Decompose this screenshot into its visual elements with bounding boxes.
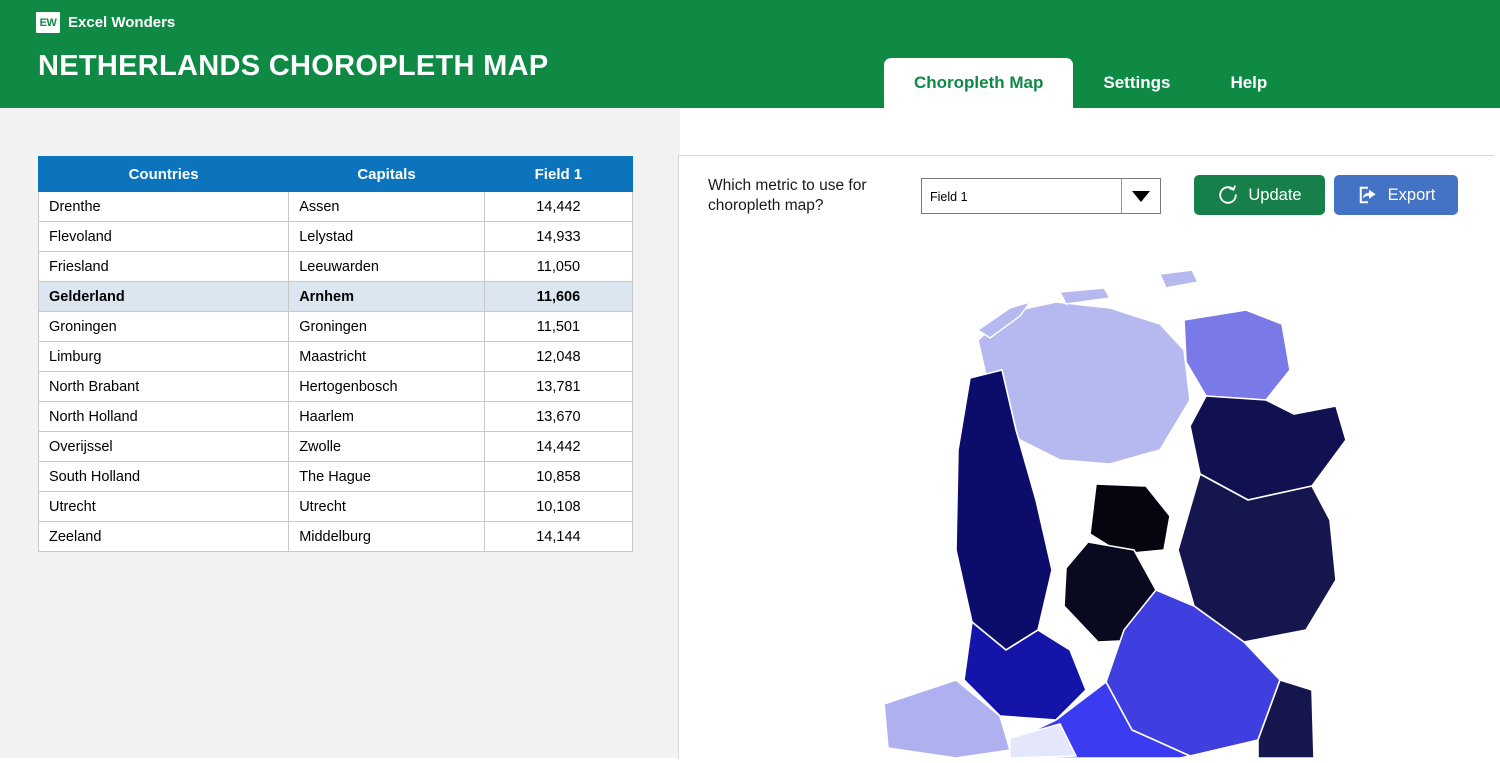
cell-country: Gelderland bbox=[39, 282, 289, 312]
cell-value: 12,048 bbox=[484, 342, 632, 372]
metric-select-value: Field 1 bbox=[930, 190, 968, 204]
cell-country: Limburg bbox=[39, 342, 289, 372]
cell-country: Overijssel bbox=[39, 432, 289, 462]
chevron-down-icon[interactable] bbox=[1121, 179, 1160, 213]
cell-value: 13,781 bbox=[484, 372, 632, 402]
cell-value: 14,144 bbox=[484, 522, 632, 552]
table-row[interactable] bbox=[39, 492, 633, 522]
metric-select[interactable] bbox=[921, 178, 1161, 214]
table-row[interactable] bbox=[39, 342, 633, 372]
cell-capital: Leeuwarden bbox=[289, 252, 485, 282]
tab-settings[interactable]: Settings bbox=[1103, 73, 1171, 92]
cell-country: Groningen bbox=[39, 312, 289, 342]
data-table bbox=[38, 156, 633, 552]
cell-country: Drenthe bbox=[39, 192, 289, 222]
choropleth-map[interactable] bbox=[860, 250, 1380, 758]
cell-capital: Lelystad bbox=[289, 222, 485, 252]
cell-capital: Groningen bbox=[289, 312, 485, 342]
cell-capital: Utrecht bbox=[289, 492, 485, 522]
cell-country: Friesland bbox=[39, 252, 289, 282]
cell-value: 10,858 bbox=[484, 462, 632, 492]
table-row[interactable] bbox=[39, 192, 633, 222]
map-region-flevoland[interactable] bbox=[1090, 484, 1170, 554]
cell-capital: The Hague bbox=[289, 462, 485, 492]
cell-value: 11,606 bbox=[484, 282, 632, 312]
export-button-label: Export bbox=[1387, 185, 1436, 204]
refresh-icon bbox=[1217, 184, 1239, 206]
metric-question-label: Which metric to use for choropleth map? bbox=[708, 177, 867, 214]
tab-choropleth-map[interactable]: Choropleth Map bbox=[884, 58, 1073, 108]
app-header bbox=[0, 0, 1500, 108]
update-button-label: Update bbox=[1248, 185, 1302, 204]
cell-capital: Assen bbox=[289, 192, 485, 222]
export-button[interactable] bbox=[1334, 175, 1458, 215]
cell-value: 11,050 bbox=[484, 252, 632, 282]
table-row[interactable] bbox=[39, 252, 633, 282]
update-button[interactable] bbox=[1194, 175, 1325, 215]
cell-capital: Middelburg bbox=[289, 522, 485, 552]
cell-value: 11,501 bbox=[484, 312, 632, 342]
export-icon bbox=[1357, 184, 1379, 206]
table-row[interactable] bbox=[39, 402, 633, 432]
column-header-countries[interactable]: Countries bbox=[39, 157, 289, 192]
map-region-groningen[interactable] bbox=[1184, 310, 1290, 400]
cell-country: Flevoland bbox=[39, 222, 289, 252]
map-region-island-3 bbox=[1160, 270, 1198, 288]
brand-name: Excel Wonders bbox=[68, 14, 176, 31]
cell-value: 14,933 bbox=[484, 222, 632, 252]
table-row-selected[interactable] bbox=[39, 282, 633, 312]
page-title: NETHERLANDS CHOROPLETH MAP bbox=[38, 50, 549, 82]
cell-country: Zeeland bbox=[39, 522, 289, 552]
cell-value: 14,442 bbox=[484, 192, 632, 222]
table-row[interactable] bbox=[39, 222, 633, 252]
brand-logo-icon: EW bbox=[36, 12, 60, 33]
table-row[interactable] bbox=[39, 522, 633, 552]
tab-help[interactable]: Help bbox=[1230, 73, 1268, 92]
cell-country: North Holland bbox=[39, 402, 289, 432]
map-region-island-2 bbox=[1060, 288, 1110, 304]
cell-country: North Brabant bbox=[39, 372, 289, 402]
cell-country: Utrecht bbox=[39, 492, 289, 522]
table-row[interactable] bbox=[39, 312, 633, 342]
cell-value: 13,670 bbox=[484, 402, 632, 432]
table-row[interactable] bbox=[39, 462, 633, 492]
cell-value: 10,108 bbox=[484, 492, 632, 522]
brand bbox=[36, 12, 175, 33]
cell-capital: Maastricht bbox=[289, 342, 485, 372]
table-row[interactable] bbox=[39, 432, 633, 462]
cell-capital: Zwolle bbox=[289, 432, 485, 462]
cell-country: South Holland bbox=[39, 462, 289, 492]
cell-capital: Arnhem bbox=[289, 282, 485, 312]
cell-capital: Haarlem bbox=[289, 402, 485, 432]
column-header-capitals[interactable]: Capitals bbox=[289, 157, 485, 192]
cell-capital: Hertogenbosch bbox=[289, 372, 485, 402]
column-header-field1[interactable]: Field 1 bbox=[484, 157, 632, 192]
table-header-row bbox=[39, 157, 633, 192]
tab-bar bbox=[884, 58, 1297, 108]
table-row[interactable] bbox=[39, 372, 633, 402]
cell-value: 14,442 bbox=[484, 432, 632, 462]
